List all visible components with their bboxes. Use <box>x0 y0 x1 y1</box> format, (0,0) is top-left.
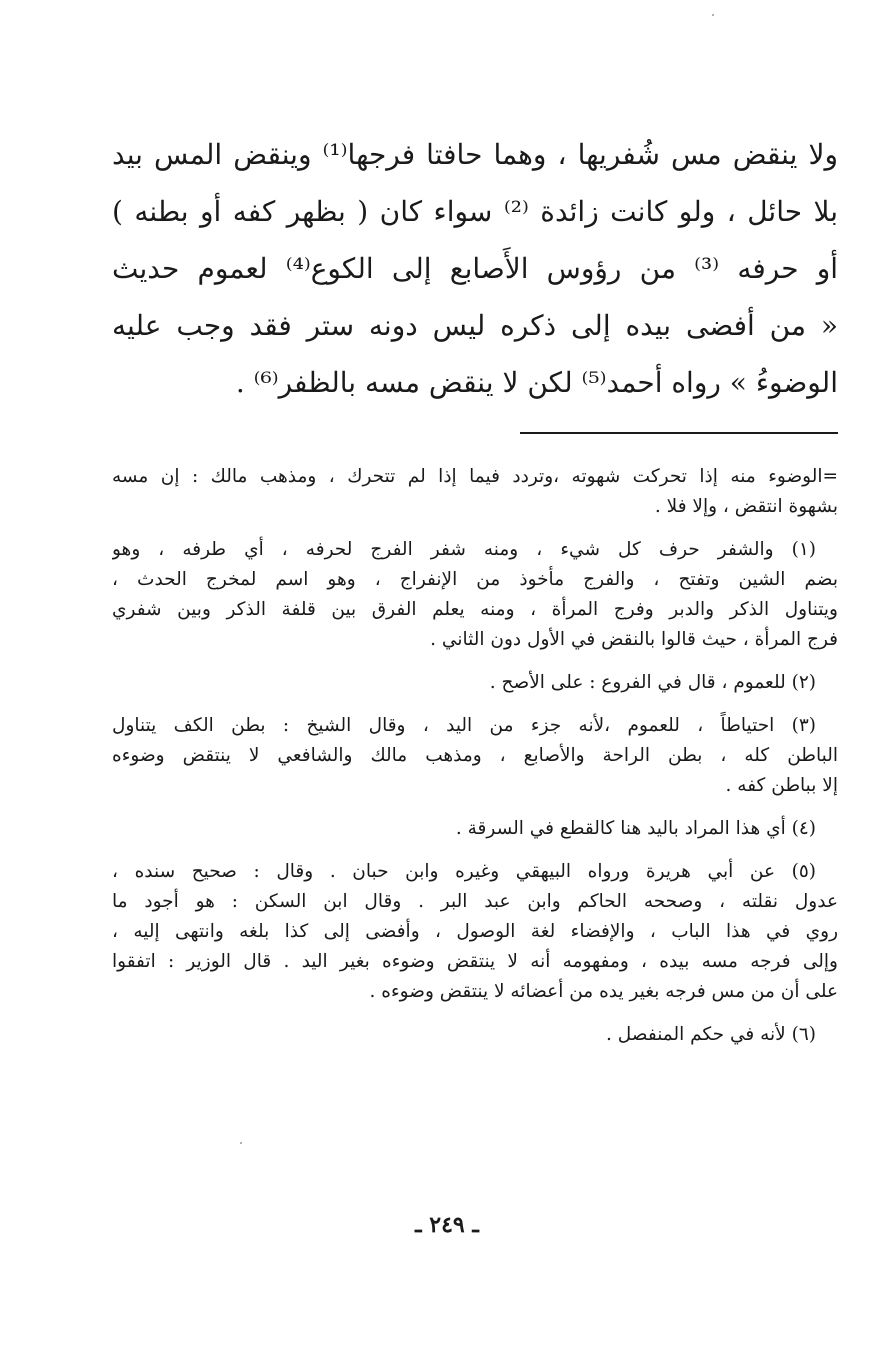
footnote-line: فرج المرأة ، حيث قالوا بالنقض في الأول دون الثاني . <box>430 629 838 650</box>
footnote-line: روي في هذا الباب ، والإفضاء لغة الوصول ، وأفضى إلى كذا بلغه وانتهى إليه ، <box>112 921 838 942</box>
scan-speck <box>712 14 714 16</box>
footnote-line: =الوضوء منه إذا تحركت شهوته ،وتردد فيما إذا لم تتحرك ، ومذهب مالك : إن مسه <box>112 466 838 487</box>
footnote-line: عدول نقلته ، وصححه الحاكم وابن عبد البر . وقال ابن السكن : هو أجود ما <box>112 891 838 912</box>
footnote-continuation <box>112 462 838 522</box>
footnote-line: الباطن كله ، بطن الراحة والأصابع ، ومذهب مالك والشافعي لا ينتقض وضوءه <box>112 745 838 766</box>
footnote-5 <box>112 857 838 1007</box>
footnote-line: (٣) احتياطاً ، للعموم ،لأنه جزء من اليد ، وقال الشيخ : بطن الكف يتناول <box>112 715 816 736</box>
footnote-line: إلا بباطن كفه . <box>725 775 838 796</box>
footnotes <box>112 462 838 1063</box>
footnote-line: ويتناول الذكر والدبر وفرج المرأة ، ومنه يعلم الفرق بين قلفة الذكر وبين شفري <box>112 599 838 620</box>
footnote-line: بضم الشين وتفتح ، والفرج مأخوذ من الإنفراج ، وهو اسم لمخرج الحدث ، <box>112 569 838 590</box>
footnote-6 <box>112 1020 838 1050</box>
main-line: أو حرفه ⁽³⁾ من رؤوس الأَصابع إلى الكوع⁽⁴⁾ لعموم حديث <box>112 252 838 285</box>
footnote-2 <box>112 668 838 698</box>
main-text <box>112 126 838 411</box>
footnote-line: (٤) أي هذا المراد باليد هنا كالقطع في السرقة . <box>455 818 816 839</box>
footnote-line: (٥) عن أبي هريرة ورواه البيهقي وغيره وابن حبان . وقال : صحيح سنده ، <box>112 861 816 882</box>
footnote-line: (٢) للعموم ، قال في الفروع : على الأصح . <box>489 672 816 693</box>
main-line: الوضوءُ » رواه أحمد⁽⁵⁾ لكن لا ينقض مسه بالظفر⁽⁶⁾ . <box>235 366 838 399</box>
footnote-1 <box>112 535 838 655</box>
footnote-line: وإلى فرجه مسه بيده ، ومفهومه أنه لا ينتقض وضوءه بغير اليد . قال الوزير : اتفقوا <box>112 951 838 972</box>
footnote-line: بشهوة انتقض ، وإلا فلا . <box>654 496 838 517</box>
footnote-line: (١) والشفر حرف كل شيء ، ومنه شفر الفرج لحرفه ، أي طرفه ، وهو <box>112 539 816 560</box>
main-line: « من أفضى بيده إلى ذكره ليس دونه ستر فقد وجب عليه <box>112 309 838 342</box>
footnote-4 <box>112 814 838 844</box>
main-line: بلا حائل ، ولو كانت زائدة ⁽²⁾ سواء كان ( بظهر كفه أو بطنه ) <box>112 195 838 228</box>
scan-speck <box>240 1142 242 1144</box>
footnote-separator <box>520 432 838 434</box>
footnote-3 <box>112 711 838 801</box>
main-line: ولا ينقض مس شُفريها ، وهما حافتا فرجها⁽¹⁾ وينقض المس بيد <box>112 138 838 171</box>
footnote-line: (٦) لأنه في حكم المنفصل . <box>606 1024 816 1045</box>
page-number: ـ ٢٤٩ ـ <box>415 1212 479 1238</box>
footnote-line: على أن من مس فرجه بغير يده من أعضائه لا ينتقض وضوءه . <box>369 981 838 1002</box>
